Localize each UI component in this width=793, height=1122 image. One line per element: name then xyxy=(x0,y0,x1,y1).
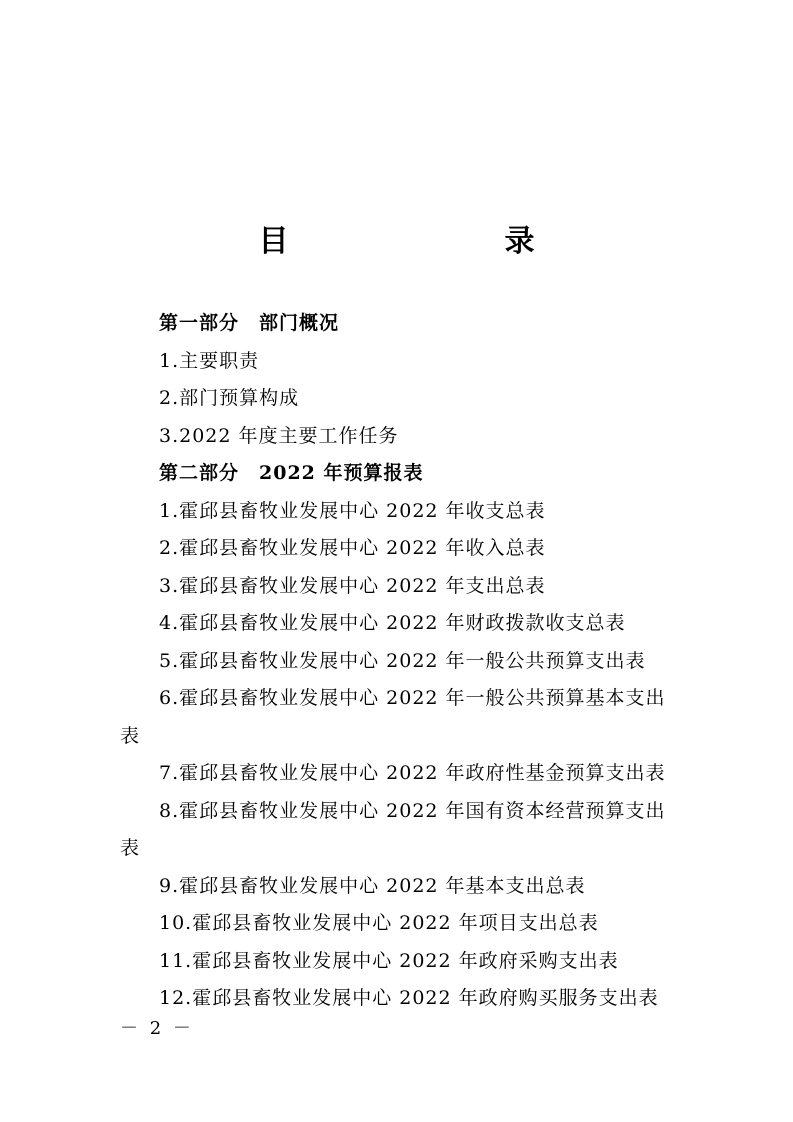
toc-item: 9.霍邱县畜牧业发展中心 2022 年基本支出总表 xyxy=(159,874,586,897)
toc-item: 12.霍邱县畜牧业发展中心 2022 年政府购买服务支出表 xyxy=(159,987,659,1009)
toc-item: 10.霍邱县畜牧业发展中心 2022 年项目支出总表 xyxy=(159,912,599,934)
toc-item-continuation: 表 xyxy=(120,837,141,859)
page-title: 目 录 xyxy=(258,224,587,259)
toc-item: 3.霍邱县畜牧业发展中心 2022 年支出总表 xyxy=(159,574,546,597)
toc-part1-heading: 第一部分 部门概况 xyxy=(159,312,340,334)
toc-item: 2.部门预算构成 xyxy=(159,387,300,409)
toc-item: 7.霍邱县畜牧业发展中心 2022 年政府性基金预算支出表 xyxy=(159,762,666,784)
toc-item: 1.霍邱县畜牧业发展中心 2022 年收支总表 xyxy=(159,499,546,522)
toc-item: 2.霍邱县畜牧业发展中心 2022 年收入总表 xyxy=(159,537,546,559)
toc-item: 5.霍邱县畜牧业发展中心 2022 年一般公共预算支出表 xyxy=(159,649,646,672)
toc-part2-heading: 第二部分 2022 年预算报表 xyxy=(159,462,424,484)
toc-item: 6.霍邱县畜牧业发展中心 2022 年一般公共预算基本支出 xyxy=(159,687,666,709)
toc-item: 11.霍邱县畜牧业发展中心 2022 年政府采购支出表 xyxy=(159,949,619,972)
toc-item: 4.霍邱县畜牧业发展中心 2022 年财政拨款收支总表 xyxy=(159,612,626,634)
page-number: － 2 － xyxy=(120,1018,194,1039)
toc-item: 3.2022 年度主要工作任务 xyxy=(159,424,399,447)
table-of-contents xyxy=(120,305,680,1018)
toc-item: 1.主要职责 xyxy=(159,349,260,372)
toc-item: 8.霍邱县畜牧业发展中心 2022 年国有资本经营预算支出 xyxy=(159,799,666,822)
toc-item-continuation: 表 xyxy=(120,724,141,747)
